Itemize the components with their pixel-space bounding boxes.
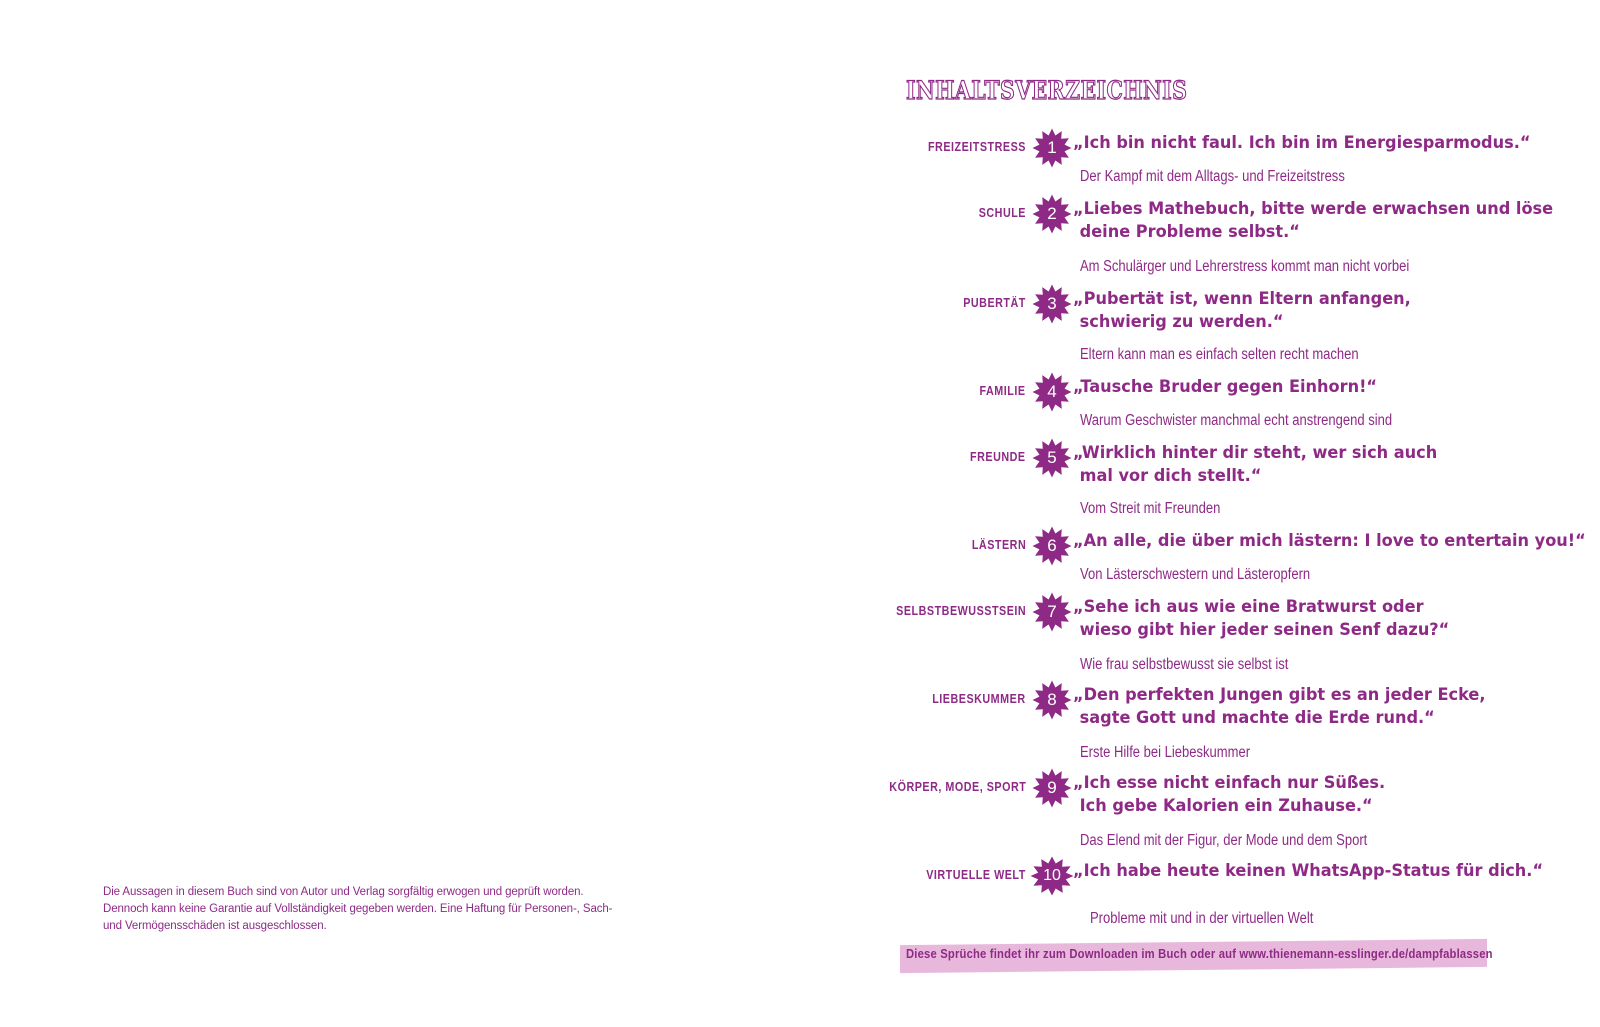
footer-note: Diese Sprüche findet ihr zum Downloaden im Buch oder auf www.thienemann-esslinger.de/dampfablassen [906,947,1493,961]
chapter-number: 1 [1047,138,1057,157]
disclaimer-line: Dennoch kann keine Garantie auf Vollständigkeit gegeben werden. Eine Haftung für Personen-, Sach- [103,903,613,915]
chapter-quote-line: mal vor dich stellt.“ [1079,466,1262,486]
toc-entry [0,289,1600,363]
starburst-badge-icon [1032,128,1072,168]
starburst-badge-icon [1032,372,1072,412]
toc-category: KÖRPER, MODE, SPORT [888,780,1026,794]
chapter-quote-line: sagte Gott und machte die Erde rund.“ [1079,708,1435,728]
toc-category: FREUNDE [970,450,1026,464]
chapter-quote [1073,530,1586,553]
toc-entry [0,134,1600,194]
chapter-number: 6 [1047,536,1057,555]
chapter-subtitle: Eltern kann man es einfach selten recht machen [1080,346,1359,363]
chapter-quote [1073,860,1543,883]
chapter-quote-line: Ich gebe Kalorien ein Zuhause.“ [1079,796,1373,816]
chapter-quote-line: wieso gibt hier jeder seinen Senf dazu?“ [1079,620,1450,640]
chapter-quote [1073,442,1437,488]
toc-category: PUBERTÄT [963,296,1026,310]
toc-title: INHALTSVERZEICHNIS [906,76,1188,105]
chapter-quote [1073,288,1411,334]
chapter-quote-line: „Sehe ich aus wie eine Bratwurst oder [1073,597,1424,617]
chapter-number: 3 [1047,294,1057,313]
chapter-quote-line: „Ich bin nicht faul. Ich bin im Energiesparmodus.“ [1073,133,1531,153]
chapter-subtitle: Probleme mit und in der virtuellen Welt [1090,910,1314,927]
starburst-badge-icon [1032,194,1072,234]
chapter-quote-line: „Ich esse nicht einfach nur Süßes. [1073,773,1386,793]
chapter-subtitle: Vom Streit mit Freunden [1080,500,1221,517]
toc-entry [0,685,1600,761]
chapter-quote-line: schwierig zu werden.“ [1079,312,1284,332]
chapter-quote-line: „Liebes Mathebuch, bitte werde erwachsen und löse [1073,199,1554,219]
chapter-quote [1073,684,1486,730]
chapter-quote [1073,376,1377,399]
chapter-quote-line: „Wirklich hinter dir steht, wer sich auch [1073,443,1438,463]
chapter-quote-line: „Tausche Bruder gegen Einhorn!“ [1073,377,1378,397]
toc-category: FAMILIE [979,384,1026,398]
chapter-quote-line: „Ich habe heute keinen WhatsApp-Status für dich.“ [1073,861,1544,881]
toc-entry [0,199,1600,275]
chapter-quote [1073,198,1553,244]
chapter-quote [1073,596,1449,642]
chapter-quote [1073,772,1385,818]
chapter-subtitle: Am Schulärger und Lehrerstress kommt man nicht vorbei [1080,258,1410,275]
starburst-badge-icon [1032,438,1072,478]
disclaimer-line: und Vermögensschäden ist ausgeschlossen. [103,920,327,932]
chapter-quote-line: „Pubertät ist, wenn Eltern anfangen, [1073,289,1411,309]
toc-category: LIEBESKUMMER [932,692,1026,706]
chapter-quote-line: „Den perfekten Jungen gibt es an jeder Ecke, [1073,685,1486,705]
chapter-subtitle: Erste Hilfe bei Liebeskummer [1080,744,1251,761]
toc-category: SCHULE [978,206,1026,220]
chapter-subtitle: Wie frau selbstbewusst sie selbst ist [1080,656,1289,673]
chapter-number: 8 [1047,690,1057,709]
chapter-number: 10 [1043,867,1061,884]
starburst-badge-icon [1032,284,1072,324]
chapter-number: 7 [1047,602,1057,621]
chapter-quote-line: „An alle, die über mich lästern: I love to entertain you!“ [1073,531,1586,551]
starburst-badge-icon [1032,680,1072,720]
toc-entry [0,378,1600,438]
toc-entry [0,443,1600,517]
toc-category: VIRTUELLE WELT [926,868,1026,882]
chapter-number: 2 [1047,204,1057,223]
toc-category: LÄSTERN [971,538,1026,552]
toc-category: SELBSTBEWUSSTSEIN [895,604,1026,618]
starburst-badge-icon [1032,768,1072,808]
disclaimer-line: Die Aussagen in diesem Buch sind von Autor und Verlag sorgfältig erwogen und geprüft worden. [103,886,584,898]
chapter-number: 9 [1047,778,1057,797]
chapter-subtitle: Warum Geschwister manchmal echt anstrengend sind [1080,412,1393,429]
toc-entry [0,532,1600,592]
chapter-number: 5 [1047,448,1057,467]
toc-category: FREIZEITSTRESS [927,140,1026,154]
toc-entry [0,597,1600,673]
chapter-quote-line: deine Probleme selbst.“ [1079,222,1300,242]
chapter-quote [1073,132,1530,155]
chapter-subtitle: Von Lästerschwestern und Lästeropfern [1080,566,1311,583]
starburst-badge-icon [1032,526,1072,566]
chapter-number: 4 [1047,382,1057,401]
starburst-badge-icon [1032,592,1072,632]
chapter-subtitle: Der Kampf mit dem Alltags- und Freizeitstress [1080,168,1345,185]
toc-entry [0,773,1600,849]
chapter-subtitle: Das Elend mit der Figur, der Mode und dem Sport [1080,832,1368,849]
starburst-badge-icon [1030,856,1074,896]
